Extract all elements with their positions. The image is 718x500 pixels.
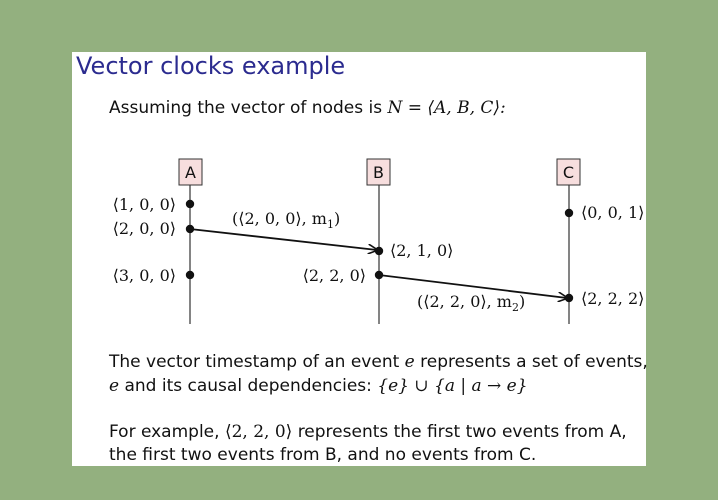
- message-m2-label: (⟨2, 2, 0⟩, $m_2$): [417, 292, 526, 314]
- node-a-label: A: [185, 163, 196, 182]
- event-c1-dot: [565, 209, 573, 217]
- slide: [72, 52, 646, 466]
- para2-line1: [109, 422, 627, 442]
- event-c1-label: ⟨0, 0, 1⟩: [581, 203, 645, 222]
- event-a1-label: ⟨1, 0, 0⟩: [112, 195, 176, 214]
- para1-line1: [109, 352, 648, 372]
- para1-line2-math: {e} ∪ {a | a → e}: [377, 376, 528, 396]
- event-b2-dot: [375, 271, 383, 279]
- event-c2-label: ⟨2, 2, 2⟩: [581, 289, 645, 308]
- para2-text-a: For example,: [109, 422, 220, 442]
- intro-text: Assuming the vector of nodes is: [109, 98, 383, 118]
- intro-math: N = ⟨A, B, C⟩:: [387, 98, 506, 118]
- event-a3-label: ⟨3, 0, 0⟩: [112, 266, 176, 285]
- para2-text-b: represents the first two events from A,: [297, 422, 627, 442]
- para1-line2-math-e: e: [109, 376, 120, 396]
- event-a2-dot: [186, 225, 194, 233]
- event-a1-dot: [186, 200, 194, 208]
- vector-clock-diagram: [72, 52, 646, 466]
- event-c2-dot: [565, 294, 573, 302]
- event-b2-label: ⟨2, 2, 0⟩: [302, 266, 366, 285]
- message-m1-label: (⟨2, 0, 0⟩, $m_1$): [232, 209, 341, 231]
- event-a3-dot: [186, 271, 194, 279]
- para1-line2: [109, 376, 528, 396]
- slide-title: Vector clocks example: [76, 52, 346, 80]
- event-b1-label: ⟨2, 1, 0⟩: [390, 241, 454, 260]
- para1-text-a: The vector timestamp of an event: [109, 352, 400, 372]
- message-m1-arrow: [190, 229, 377, 250]
- para2-math: ⟨2, 2, 0⟩: [224, 422, 293, 442]
- event-a2-label: ⟨2, 0, 0⟩: [112, 219, 176, 238]
- node-c-label: C: [562, 163, 575, 182]
- para2-line2: the first two events from B, and no events from C.: [109, 445, 537, 465]
- event-b1-dot: [375, 247, 383, 255]
- para1-math-e: e: [404, 352, 415, 372]
- node-b-label: B: [373, 163, 384, 182]
- para1-line2-text: and its causal dependencies:: [124, 376, 372, 396]
- para1-text-b: represents a set of events,: [420, 352, 648, 372]
